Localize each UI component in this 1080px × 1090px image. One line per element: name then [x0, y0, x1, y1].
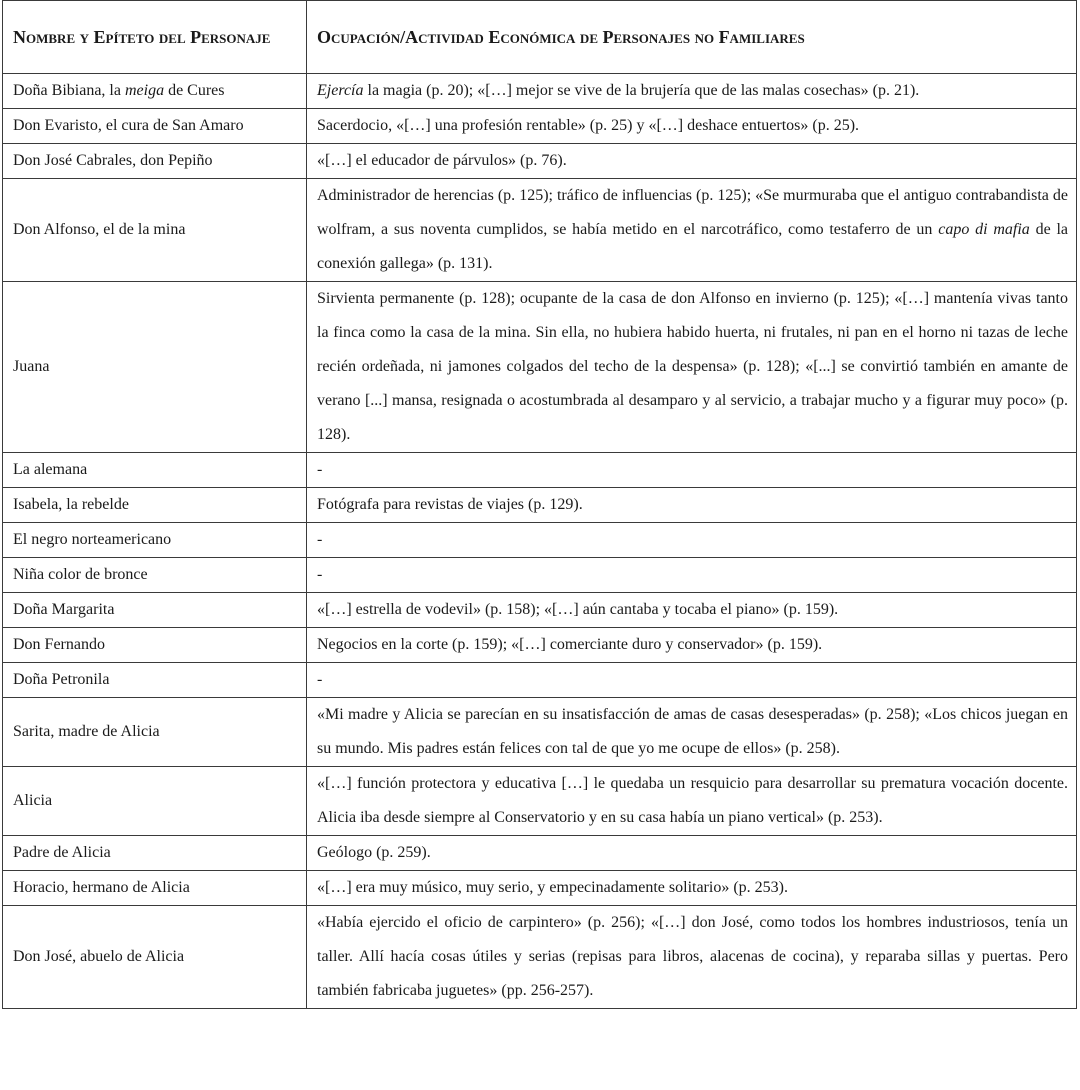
character-name: Don José, abuelo de Alicia: [3, 906, 307, 1009]
table-row: [3, 488, 1077, 523]
character-occupation: «[…] estrella de vodevil» (p. 158); «[…] aún cantaba y tocaba el piano» (p. 159).: [307, 593, 1077, 628]
character-name: Isabela, la rebelde: [3, 488, 307, 523]
table-row: [3, 871, 1077, 906]
table-row: [3, 109, 1077, 144]
table-row: [3, 74, 1077, 109]
character-occupation: «Había ejercido el oficio de carpintero» (p. 256); «[…] don José, como todos los hombres industriosos, tenía un taller. Allí hacía cosas útiles y serias (repisas para libros, alacenas de cocina), y reparaba sillas y puertas. Pero también fabricaba juguetes» (pp. 256-257).: [307, 906, 1077, 1009]
table-row: [3, 767, 1077, 836]
character-occupation: «[…] el educador de párvulos» (p. 76).: [307, 144, 1077, 179]
table-row: [3, 628, 1077, 663]
character-occupation: «Mi madre y Alicia se parecían en su insatisfacción de amas de casas desesperadas» (p. 258); «Los chicos juegan en su mundo. Mis padres están felices con tal de que yo me ocupe de ellos» (p. 258).: [307, 698, 1077, 767]
character-name: Juana: [3, 282, 307, 453]
character-name: Alicia: [3, 767, 307, 836]
table-row: [3, 144, 1077, 179]
character-occupation: «[…] era muy músico, muy serio, y empecinadamente solitario» (p. 253).: [307, 871, 1077, 906]
table-row: [3, 663, 1077, 698]
table-row: [3, 179, 1077, 282]
character-name: El negro norteamericano: [3, 523, 307, 558]
character-occupation: -: [307, 663, 1077, 698]
table-row: [3, 593, 1077, 628]
table-row: [3, 282, 1077, 453]
character-name: Doña Margarita: [3, 593, 307, 628]
character-occupation: Sirvienta permanente (p. 128); ocupante de la casa de don Alfonso en invierno (p. 125); «[…] mantenía vivas tanto la finca como la casa de la mina. Sin ella, no hubiera habido huerta, ni frutales, ni pan en el horno ni tazas de leche recién ordeñada, ni jamones colgados del techo de la despensa» (p. 128); «[...] se convirtió también en amante de verano [...] mansa, resignada o acostumbrada al desamparo y al servicio, a trabajar mucho y a figurar muy poco» (p. 128).: [307, 282, 1077, 453]
header-name-column: Nombre y Epíteto del Personaje: [3, 1, 307, 74]
characters-table: [2, 0, 1077, 1009]
character-name: Doña Petronila: [3, 663, 307, 698]
character-occupation: -: [307, 558, 1077, 593]
character-name: Don Evaristo, el cura de San Amaro: [3, 109, 307, 144]
character-name: Horacio, hermano de Alicia: [3, 871, 307, 906]
character-occupation: Sacerdocio, «[…] una profesión rentable» (p. 25) y «[…] deshace entuertos» (p. 25).: [307, 109, 1077, 144]
table-header-row: [3, 1, 1077, 74]
table-row: [3, 836, 1077, 871]
character-occupation: -: [307, 453, 1077, 488]
character-occupation: Negocios en la corte (p. 159); «[…] comerciante duro y conservador» (p. 159).: [307, 628, 1077, 663]
character-name: Padre de Alicia: [3, 836, 307, 871]
character-name: Don José Cabrales, don Pepiño: [3, 144, 307, 179]
character-occupation: Ejercía la magia (p. 20); «[…] mejor se vive de la brujería que de las malas cosechas» (p. 21).: [307, 74, 1077, 109]
character-name: Don Alfonso, el de la mina: [3, 179, 307, 282]
table-row: [3, 523, 1077, 558]
table-row: [3, 453, 1077, 488]
header-occupation-column: Ocupación/Actividad Económica de Personajes no Familiares: [307, 1, 1077, 74]
character-occupation: -: [307, 523, 1077, 558]
character-occupation: Administrador de herencias (p. 125); tráfico de influencias (p. 125); «Se murmuraba que el antiguo contrabandista de wolfram, a sus noventa cumplidos, se había metido en el narcotráfico, como testaferro de un capo di mafia de la conexión gallega» (p. 131).: [307, 179, 1077, 282]
character-name: Sarita, madre de Alicia: [3, 698, 307, 767]
character-occupation: «[…] función protectora y educativa […] le quedaba un resquicio para desarrollar su prematura vocación docente. Alicia iba desde siempre al Conservatorio y en su casa había un piano vertical» (p. 253).: [307, 767, 1077, 836]
table-row: [3, 558, 1077, 593]
character-occupation: Geólogo (p. 259).: [307, 836, 1077, 871]
character-name: Don Fernando: [3, 628, 307, 663]
table-row: [3, 906, 1077, 1009]
character-name: Doña Bibiana, la meiga de Cures: [3, 74, 307, 109]
character-name: Niña color de bronce: [3, 558, 307, 593]
character-name: La alemana: [3, 453, 307, 488]
character-occupation: Fotógrafa para revistas de viajes (p. 129).: [307, 488, 1077, 523]
table-row: [3, 698, 1077, 767]
